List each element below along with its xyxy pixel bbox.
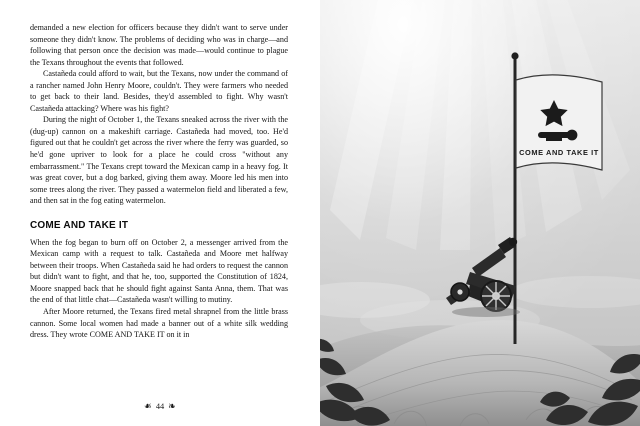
flag-pole-finial (511, 52, 518, 59)
illustration-canvas (320, 0, 640, 426)
paragraph: After Moore returned, the Texans fired metal shrapnel from the little brass cannon. Some local women had made a banner out of a white silk wedding dress. They wrote COME AND TAKE IT on it in (30, 307, 288, 340)
paragraph: demanded a new election for officers because they didn't want to serve under someone they didn't know. The problems of deciding who was in charge—and following that person once the decision was made—would continue to plague the Texans throughout the events that followed. (30, 23, 288, 67)
folio-number: 44 (155, 402, 165, 411)
page-folio (0, 401, 320, 412)
paragraph: During the night of October 1, the Texans sneaked across the river with the (dug-up) cannon on a makeshift carriage. Castañeda had moved, too. He'd figured out that he couldn't get across the river where the ferry was guarded, so he'd gone upriver to look for a place he could cross "without any embarrassment." The Texans crept toward the Mexican camp in a heavy fog. It was great cover, but a dog barked, giving them away. Moore led his men into some trees along the river. They passed a watermelon field and liberated a few, and then sat in the fog eating watermelon. (30, 115, 288, 206)
illustration-page (320, 0, 640, 426)
paragraph: When the fog began to burn off on October 2, a messenger arrived from the Mexican camp with a request to talk. Castañeda and Moore met halfway between their troops. When Castañeda said he had orders to request the cannon but didn't want to fight, and that he, too, supported the Constitution of 1824, Moore snapped back that he should fight against Santa Anna, them. That was the end of that little chat—Castañeda wasn't willing to mutiny. (30, 237, 288, 305)
paragraph: Castañeda could afford to wait, but the Texans, now under the command of a rancher named John Henry Moore, couldn't. They were farmers who needed to get back to their land. Besides, they'd assembled to fight. Why wasn't Castañeda attacking? Where was his fight? (30, 69, 288, 113)
cannon-shadow (452, 307, 520, 317)
section-heading: COME AND TAKE IT (30, 219, 129, 231)
folio-ornament-left: ❧ (144, 399, 152, 413)
body-column (30, 22, 288, 341)
folio-ornament-right: ❧ (168, 399, 176, 413)
flag-text: COME AND TAKE IT (519, 148, 599, 157)
